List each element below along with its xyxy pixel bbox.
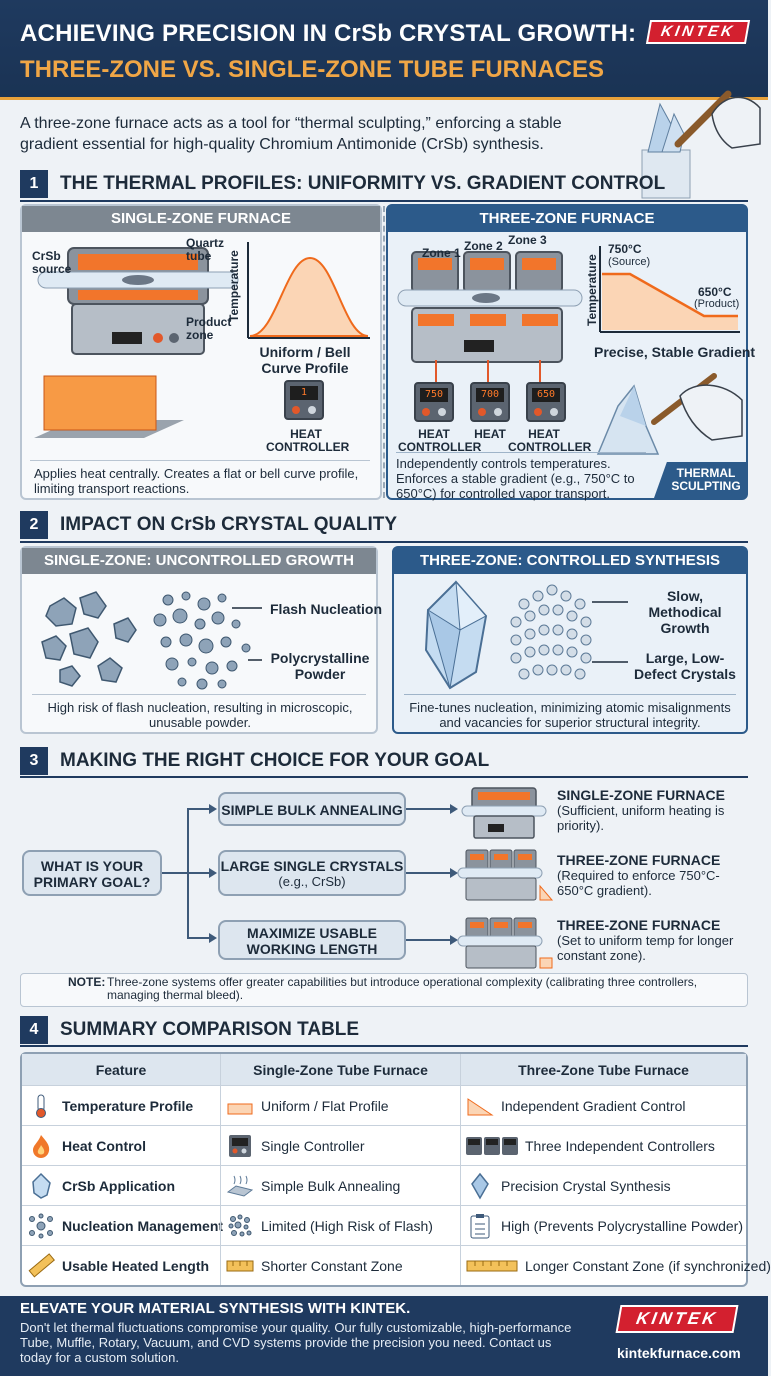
result-3-title: THREE-ZONE FURNACE xyxy=(557,917,721,933)
arrow-right-icon xyxy=(209,804,217,814)
controller-knob-icon xyxy=(550,408,558,416)
goal-option-2-sub: (e.g., CrSb) xyxy=(278,874,346,889)
zone-3-label: Zone 3 xyxy=(508,233,547,247)
zone-2-controller[interactable] xyxy=(470,382,510,422)
controller-knob-icon xyxy=(308,406,316,414)
arrow-right-icon xyxy=(209,933,217,943)
single-zone-cell: Limited (High Risk of Flash) xyxy=(261,1217,433,1234)
table-row xyxy=(22,1205,746,1245)
zone-1-label: Zone 1 xyxy=(422,246,461,260)
single-zone-cell: Uniform / Flat Profile xyxy=(261,1097,389,1114)
zone-2-display: 700 xyxy=(476,388,504,402)
zone-2-label: Zone 2 xyxy=(464,239,503,253)
column-header: Three-Zone Tube Furnace xyxy=(460,1054,746,1085)
controller-knob-icon xyxy=(494,408,502,416)
flow-connector xyxy=(406,872,450,874)
three-zone-cell: Precision Crystal Synthesis xyxy=(501,1177,671,1194)
goal-option-3-label: MAXIMIZE USABLE WORKING LENGTH xyxy=(246,925,378,957)
panel-divider xyxy=(383,206,385,498)
section-1-title: THE THERMAL PROFILES: UNIFORMITY VS. GRADIENT CONTROL xyxy=(60,173,666,194)
section-4-number: 4 xyxy=(20,1016,48,1044)
single-profile-label: Uniform / Bell Curve Profile xyxy=(259,344,351,376)
three-zone-profile-heading: THREE-ZONE FURNACE xyxy=(388,206,746,232)
controller-knob-icon xyxy=(292,406,300,414)
gradient-profile-icon xyxy=(465,1091,495,1121)
footer-text: Don't let thermal fluctuations compromise your quality. Our fully customizable, high-performance Tube, Muffle, Rotary, Vacuum, and CVD systems provide the precision you need. Contact us today for a custom solution. xyxy=(20,1320,572,1365)
result-1-title: SINGLE-ZONE FURNACE xyxy=(557,787,725,803)
controller-knob-icon xyxy=(478,408,486,416)
single-zone-cell: Shorter Constant Zone xyxy=(261,1257,403,1274)
divider-line xyxy=(30,460,370,461)
flat-profile-icon xyxy=(225,1091,255,1121)
heated-block-icon xyxy=(34,368,184,452)
zone-1-controller-label: HEAT CONTROLLER xyxy=(398,427,482,454)
three-profile-description: Independently controls temperatures. Enforces a stable gradient (e.g., 750°C to 650°C) for controlled vapor transport. xyxy=(396,456,635,501)
flash-nucleation-label: Flash Nucleation xyxy=(270,601,383,617)
page-title-line1: ACHIEVING PRECISION IN CrSb CRYSTAL GROWTH: xyxy=(20,20,637,47)
single-crystal-icon xyxy=(420,580,628,694)
section-4-rule xyxy=(20,1045,748,1047)
kintek-logo[interactable]: KINTEK xyxy=(646,20,750,44)
result-2-title: THREE-ZONE FURNACE xyxy=(557,852,721,868)
flow-connector xyxy=(187,808,209,810)
polycrystalline-powder-icon xyxy=(36,584,262,692)
flow-connector xyxy=(162,872,188,874)
zone-1-controller[interactable] xyxy=(414,382,454,422)
three-axis-label: Temperature xyxy=(585,254,599,326)
section-1-number: 1 xyxy=(20,170,48,198)
powder-icon xyxy=(225,1211,255,1241)
goal-option-2[interactable] xyxy=(218,850,406,896)
result-3-note: (Set to uniform temp for longer constant zone). xyxy=(557,933,734,963)
single-profile-description: Applies heat centrally. Creates a flat or bell curve profile, limiting transport reactions. xyxy=(34,466,359,496)
flow-connector xyxy=(187,937,209,939)
controller-knob-icon xyxy=(422,408,430,416)
polycrystalline-powder-label: Polycrystalline Powder xyxy=(270,650,370,682)
crystal-icon xyxy=(26,1171,56,1201)
uncontrolled-growth-heading: SINGLE-ZONE: UNCONTROLLED GROWTH xyxy=(22,548,376,574)
zone-3-controller-label: HEAT CONTROLLER xyxy=(508,427,592,454)
goal-option-1-label: SIMPLE BULK ANNEALING xyxy=(221,802,403,818)
single-zone-furnace-small-icon xyxy=(460,784,548,840)
uncontrolled-growth-description: High risk of flash nucleation, resulting in microscopic, unusable powder. xyxy=(47,700,353,730)
low-defect-crystals-label: Large, Low-Defect Crystals xyxy=(634,650,736,682)
section-3-rule xyxy=(20,776,748,778)
result-2-note: (Required to enforce 750°C-650°C gradient). xyxy=(557,868,720,898)
goal-option-1[interactable] xyxy=(218,792,406,826)
zone-2-controller-label: HEAT xyxy=(474,427,506,441)
zone-3-display: 650 xyxy=(532,388,560,402)
three-controllers-icon xyxy=(465,1131,519,1161)
note-label: NOTE: xyxy=(68,975,106,989)
three-zone-cell: High (Prevents Polycrystalline Powder) xyxy=(501,1217,743,1234)
three-zone-cell: Longer Constant Zone (if synchronized) xyxy=(525,1257,771,1274)
section-1-rule xyxy=(20,200,748,202)
checklist-icon xyxy=(465,1211,495,1241)
goal-option-3[interactable] xyxy=(218,920,406,960)
kintek-logo-footer[interactable]: KINTEK xyxy=(616,1305,739,1333)
arrow-right-icon xyxy=(209,868,217,878)
column-header: Feature xyxy=(95,1061,147,1078)
thermometer-icon xyxy=(26,1091,56,1121)
controller-icon xyxy=(225,1131,255,1161)
slow-growth-label: Slow, Methodical Growth xyxy=(648,588,722,636)
note-text: Three-zone systems offer greater capabilities but introduce operational complexity (calibrating three controllers, managing thermal bleed). xyxy=(107,975,698,1002)
controlled-synthesis-heading: THREE-ZONE: CONTROLLED SYNTHESIS xyxy=(394,548,746,574)
single-zone-cell: Simple Bulk Annealing xyxy=(261,1177,401,1194)
primary-goal-question: WHAT IS YOUR PRIMARY GOAL? xyxy=(22,850,162,896)
column-header: Single-Zone Tube Furnace xyxy=(220,1054,460,1085)
section-2-rule xyxy=(20,541,748,543)
page-title-line2: THREE-ZONE VS. SINGLE-ZONE TUBE FURNACES xyxy=(20,56,605,83)
section-3-title: MAKING THE RIGHT CHOICE FOR YOUR GOAL xyxy=(60,750,490,771)
table-row xyxy=(22,1245,771,1285)
flow-connector xyxy=(187,872,209,874)
divider-line xyxy=(32,694,366,695)
controller-knob-icon xyxy=(534,408,542,416)
three-zone-furnace-uniform-icon xyxy=(456,914,552,970)
temp-source-note: (Source) xyxy=(608,256,651,268)
zone-1-display: 750 xyxy=(420,388,448,402)
feature-cell: Heat Control xyxy=(62,1137,146,1154)
flow-connector xyxy=(406,808,450,810)
quartz-tube-label: Quartz tube xyxy=(186,236,225,263)
zone-3-controller[interactable] xyxy=(526,382,566,422)
section-4-title: SUMMARY COMPARISON TABLE xyxy=(60,1019,360,1040)
three-zone-furnace-small-icon xyxy=(456,846,552,902)
feature-cell: CrSb Application xyxy=(62,1177,176,1194)
comparison-table xyxy=(20,1052,771,1287)
single-controller-label: HEAT CONTROLLER xyxy=(266,427,350,454)
bulk-annealing-icon xyxy=(225,1171,255,1201)
feature-cell: Usable Heated Length xyxy=(62,1257,210,1274)
temp-product-label: 650°C xyxy=(698,285,732,299)
crsb-source-label: CrSb source xyxy=(32,249,72,276)
thermal-sculpting-badge-text: THERMAL SCULPTING xyxy=(671,466,741,493)
three-zone-cell: Three Independent Controllers xyxy=(525,1137,715,1154)
molecule-icon xyxy=(26,1211,56,1241)
controlled-synthesis-description: Fine-tunes nucleation, minimizing atomic misalignments and vacancies for superior structural integrity. xyxy=(409,700,731,730)
controller-connectors xyxy=(420,360,560,384)
feature-cell: Temperature Profile xyxy=(62,1097,194,1114)
crystal-icon xyxy=(465,1171,495,1201)
long-ruler-icon xyxy=(465,1251,519,1281)
table-header-row xyxy=(22,1054,746,1085)
section-2-number: 2 xyxy=(20,511,48,539)
flow-connector xyxy=(406,939,450,941)
controller-knob-icon xyxy=(438,408,446,416)
temp-source-label: 750°C xyxy=(608,242,642,256)
ruler-icon xyxy=(26,1251,56,1281)
divider-line xyxy=(404,694,736,695)
product-zone-label: Product zone xyxy=(186,315,232,342)
temp-product-note: (Product) xyxy=(694,298,740,310)
footer-title: ELEVATE YOUR MATERIAL SYNTHESIS WITH KINTEK. xyxy=(20,1300,411,1317)
thermal-sculpting-icon xyxy=(594,366,746,458)
section-3-number: 3 xyxy=(20,747,48,775)
section-2-title: IMPACT ON CrSb CRYSTAL QUALITY xyxy=(60,514,398,535)
table-row xyxy=(22,1165,746,1205)
single-controller-display: 1 xyxy=(290,386,318,400)
arrow-right-icon xyxy=(450,804,458,814)
website-link[interactable]: kintekfurnace.com xyxy=(617,1345,741,1361)
intro-text: A three-zone furnace acts as a tool for “thermal sculpting,” enforcing a stable gradient essential for high-quality Chromium Antimonide (CrSb) synthesis. xyxy=(20,115,562,153)
flame-icon xyxy=(26,1131,56,1161)
divider-line xyxy=(396,452,646,453)
single-zone-profile-heading: SINGLE-ZONE FURNACE xyxy=(22,206,380,232)
goal-option-2-label: LARGE SINGLE CRYSTALS xyxy=(220,858,404,874)
single-axis-label: Temperature xyxy=(227,250,241,322)
three-zone-cell: Independent Gradient Control xyxy=(501,1097,686,1114)
table-row xyxy=(22,1085,746,1125)
result-1-note: (Sufficient, uniform heating is priority). xyxy=(557,803,725,833)
feature-cell: Nucleation Management xyxy=(62,1217,224,1234)
bell-curve-graph xyxy=(236,238,374,342)
table-row xyxy=(22,1125,746,1165)
three-zone-furnace-icon xyxy=(394,250,584,370)
short-ruler-icon xyxy=(225,1251,255,1281)
single-heat-controller[interactable] xyxy=(284,380,324,420)
three-profile-label: Precise, Stable Gradient xyxy=(594,344,756,360)
single-zone-cell: Single Controller xyxy=(261,1137,365,1154)
